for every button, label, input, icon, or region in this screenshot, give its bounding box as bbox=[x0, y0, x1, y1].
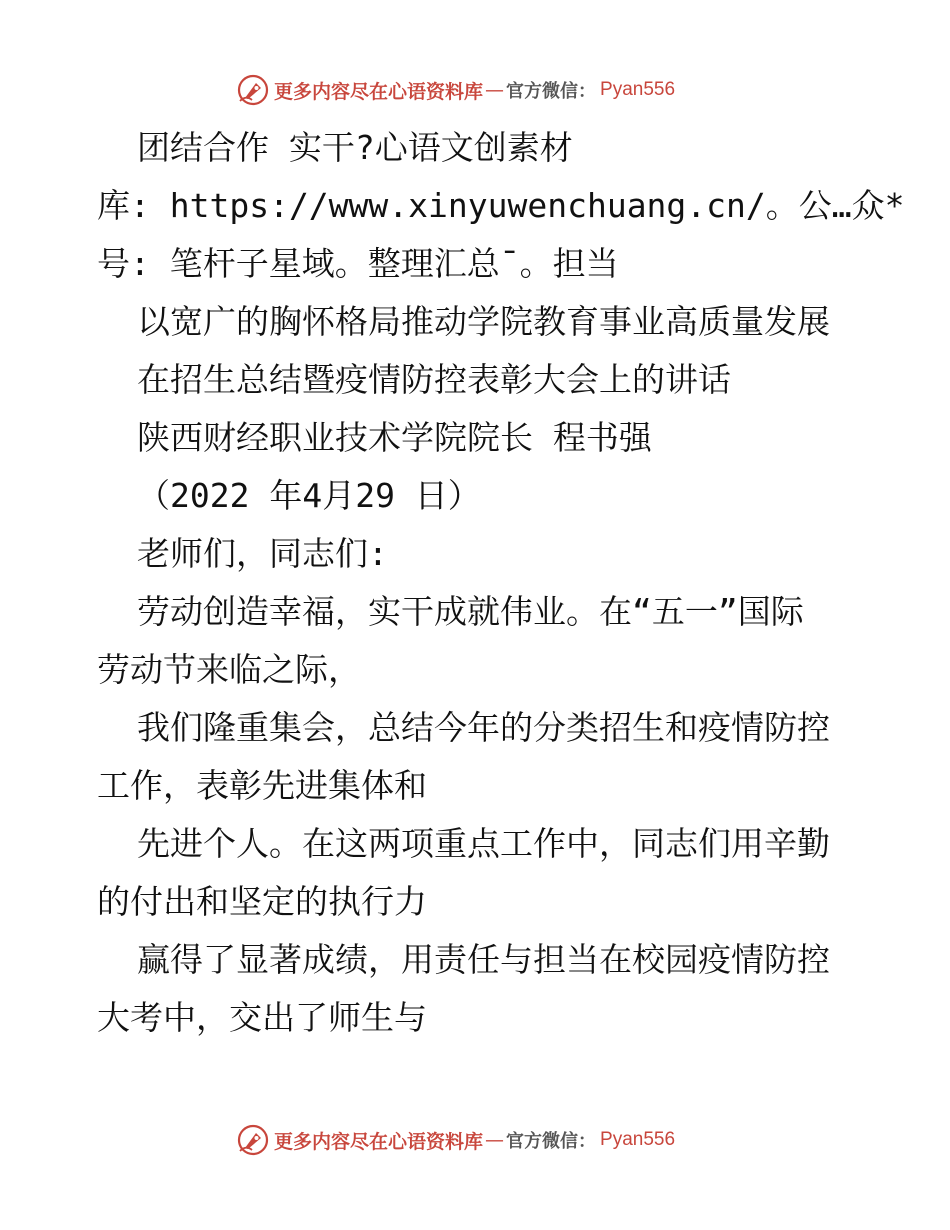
footer-banner bbox=[236, 1123, 675, 1157]
text-line-title-fragment: 团结合作 实干?心语文创素材 bbox=[137, 128, 573, 167]
date-line: （2022 年4月29 日） bbox=[137, 476, 481, 515]
pen-nib-logo-icon bbox=[236, 73, 270, 107]
speaker-line: 陕西财经职业技术学院院长 程书强 bbox=[137, 418, 652, 457]
header-banner-text: 更多内容尽在心语资料库 bbox=[274, 80, 484, 103]
text-line-website: 库: https://www.xinyuwenchuang.cn/。公…众* bbox=[97, 186, 905, 225]
paragraph-line: 劳动节来临之际， bbox=[97, 650, 361, 689]
text-line-account: 号: 笔杆子星域。整理汇总¯。担当 bbox=[97, 244, 619, 283]
pen-nib-logo-icon bbox=[236, 1123, 270, 1157]
paragraph-line: 先进个人。在这两项重点工作中，同志们用辛勤 bbox=[137, 824, 830, 863]
paragraph-line: 我们隆重集会，总结今年的分类招生和疫情防控 bbox=[137, 708, 830, 747]
header-banner-separator: — bbox=[485, 79, 505, 101]
header-wechat-label: 官方微信： bbox=[506, 81, 597, 102]
footer-banner-text: 更多内容尽在心语资料库 bbox=[274, 1130, 484, 1153]
footer-wechat-id: Pyan556 bbox=[600, 1129, 676, 1150]
header-banner bbox=[236, 73, 675, 107]
salutation-line: 老师们，同志们: bbox=[137, 534, 388, 573]
header-wechat-id: Pyan556 bbox=[600, 79, 676, 100]
paragraph-line: 工作，表彰先进集体和 bbox=[97, 766, 427, 805]
paragraph-line: 的付出和坚定的执行力 bbox=[97, 882, 427, 921]
footer-wechat-label: 官方微信： bbox=[506, 1131, 597, 1152]
footer-banner-separator: — bbox=[485, 1129, 505, 1151]
paragraph-line: 赢得了显著成绩，用责任与担当在校园疫情防控 bbox=[137, 940, 830, 979]
paragraph-line: 劳动创造幸福，实干成就伟业。在“五一”国际 bbox=[137, 592, 804, 631]
speech-subtitle: 在招生总结暨疫情防控表彰大会上的讲话 bbox=[137, 360, 731, 399]
speech-title: 以宽广的胸怀格局推动学院教育事业高质量发展 bbox=[137, 302, 830, 341]
paragraph-line: 大考中，交出了师生与 bbox=[97, 998, 427, 1037]
